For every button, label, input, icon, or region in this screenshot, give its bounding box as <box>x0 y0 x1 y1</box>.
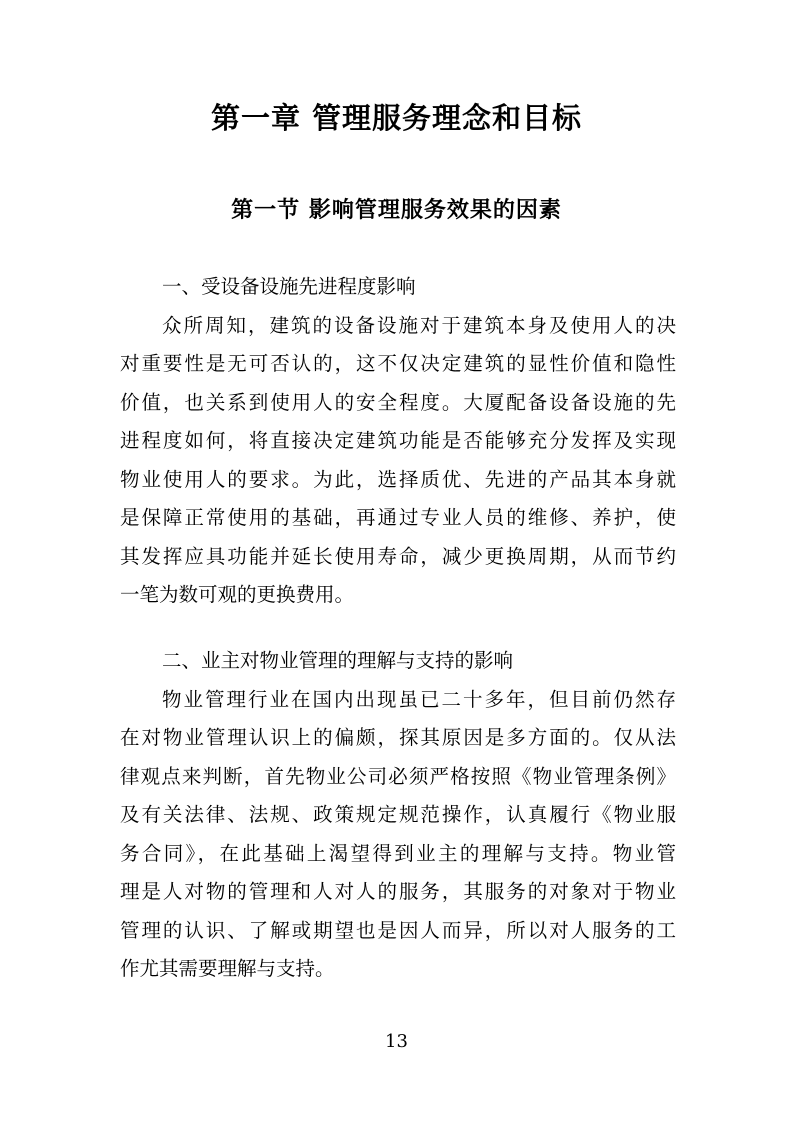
paragraph-line: 物业使用人的要求。为此，选择质优、先进的产品其本身就 <box>120 467 676 491</box>
paragraph-line: 价值，也关系到使用人的安全程度。大厦配备设备设施的先 <box>120 390 676 414</box>
section-2 <box>120 642 676 989</box>
paragraph-line: 作尤其需要理解与支持。 <box>120 957 335 980</box>
paragraph-line: 物业管理行业在国内出现虽已二十多年，但目前仍然存 <box>162 687 676 711</box>
paragraph-line: 其发挥应具功能并延长使用寿命，减少更换周期，从而节约 <box>120 544 676 568</box>
paragraph-line: 理是人对物的管理和人对人的服务，其服务的对象对于物业 <box>120 880 676 903</box>
paragraph-line: 是保障正常使用的基础，再通过专业人员的维修、养护，使 <box>120 506 676 529</box>
paragraph-line: 管理的认识、了解或期望也是因人而异，所以对人服务的工 <box>120 918 676 942</box>
section-1 <box>120 268 676 615</box>
paragraph-line: 一笔为数可观的更换费用。 <box>120 583 355 606</box>
paragraph-line: 进程度如何，将直接决定建筑功能是否能够充分发挥及实现 <box>120 429 676 452</box>
chapter-title: 第一章 管理服务理念和目标 <box>210 101 583 135</box>
paragraph-line: 对重要性是无可否认的，这不仅决定建筑的显性价值和隐性 <box>120 352 676 375</box>
paragraph-line: 在对物业管理认识上的偏颇，探其原因是多方面的。仅从法 <box>120 726 676 749</box>
paragraph-line: 众所周知，建筑的设备设施对于建筑本身及使用人的决 <box>162 313 676 337</box>
section-heading: 一、受设备设施先进程度影响 <box>162 275 416 298</box>
paragraph-line: 律观点来判断，首先物业公司必须严格按照《物业管理条例》 <box>120 764 676 788</box>
paragraph-line: 务合同》，在此基础上渴望得到业主的理解与支持。物业管 <box>120 841 676 865</box>
paragraph-line: 及有关法律、法规、政策规定规范操作，认真履行《物业服 <box>120 803 676 826</box>
section-title: 第一节 影响管理服务效果的因素 <box>231 198 562 223</box>
page-number: 13 <box>385 1031 408 1052</box>
section-heading: 二、业主对物业管理的理解与支持的影响 <box>162 649 514 672</box>
